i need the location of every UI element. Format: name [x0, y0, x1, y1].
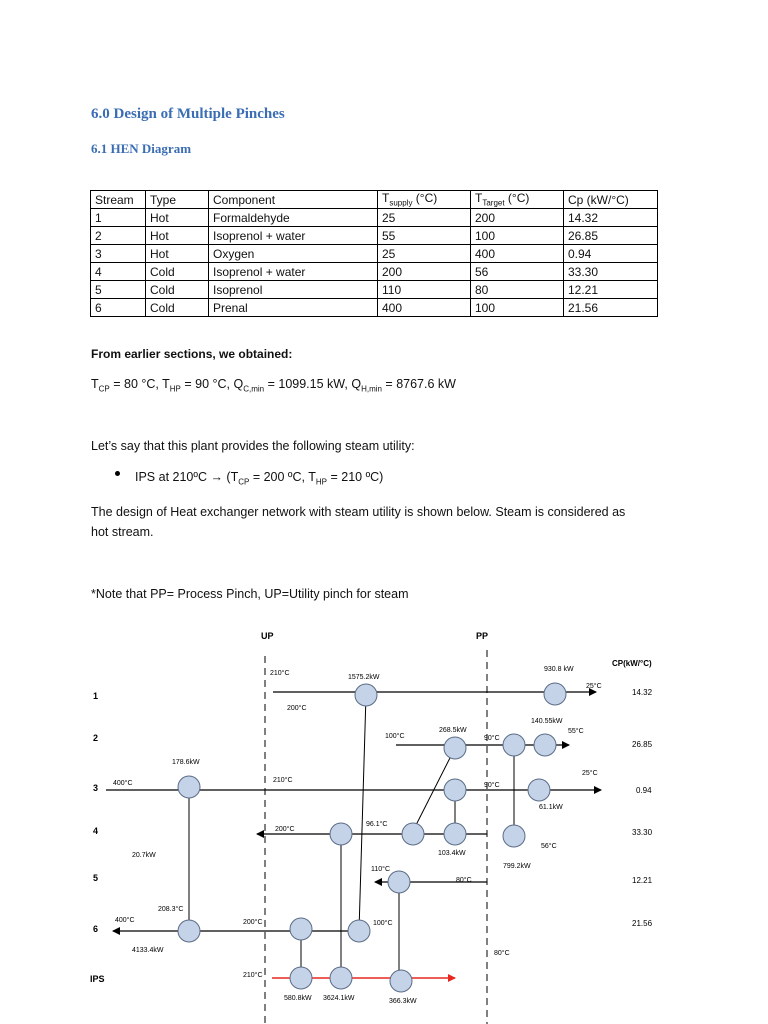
note-text: *Note that PP= Process Pinch, UP=Utility pinch for steam [91, 587, 409, 601]
temp-label: 400°C [115, 917, 135, 924]
cell: 14.32 [564, 209, 658, 227]
duty-label: 178.6kW [172, 759, 200, 766]
cp-value-4: 33.30 [632, 828, 653, 837]
exchanger-node [178, 920, 200, 942]
design-text-line-2: hot stream. [91, 525, 154, 539]
cell: 12.21 [564, 281, 658, 299]
cell: 1 [91, 209, 146, 227]
cell: Hot [146, 209, 209, 227]
temp-label: 100°C [373, 920, 393, 927]
exchanger-node [503, 825, 525, 847]
exchanger-node [503, 734, 525, 756]
hen-diagram [0, 620, 768, 1024]
cell: 26.85 [564, 227, 658, 245]
table-header-row [91, 191, 658, 209]
cell: Hot [146, 227, 209, 245]
cp-value-6: 21.56 [632, 919, 653, 928]
col-stream-header: Stream [91, 191, 146, 209]
temp-label: 200°C [243, 919, 263, 926]
steam-node [330, 967, 352, 989]
cp-value-5: 12.21 [632, 876, 653, 885]
stream-label-6: 6 [93, 924, 99, 934]
match-connector [359, 695, 366, 931]
exchanger-node [355, 684, 377, 706]
steam-node [390, 970, 412, 992]
temp-label: 25°C [586, 683, 602, 690]
cell: 25 [378, 209, 471, 227]
subsection-heading: 6.1 HEN Diagram [91, 141, 192, 156]
col-type-header: Type [146, 191, 209, 209]
exchanger-node [388, 871, 410, 893]
stream-label-2: 2 [93, 733, 99, 743]
table-row [91, 209, 658, 227]
stream-label-1: 1 [93, 691, 99, 701]
cell: 400 [378, 299, 471, 317]
cell: 55 [378, 227, 471, 245]
temp-label: 200°C [287, 705, 307, 712]
table-row [91, 227, 658, 245]
temp-label: 90°C [484, 782, 500, 789]
cell: Isoprenol + water [209, 263, 378, 281]
cell: 200 [378, 263, 471, 281]
cell: Oxygen [209, 245, 378, 263]
exchanger-node [348, 920, 370, 942]
temp-label: 25°C [582, 770, 598, 777]
cell: 4 [91, 263, 146, 281]
table-row [91, 299, 658, 317]
cell: 5 [91, 281, 146, 299]
cell: 200 [471, 209, 564, 227]
cell: 56 [471, 263, 564, 281]
cell: 6 [91, 299, 146, 317]
cp-value-3: 0.94 [636, 786, 652, 795]
design-text-line-1: The design of Heat exchanger network with steam utility is shown below. Steam is considered as [91, 505, 626, 519]
table-row [91, 263, 658, 281]
stream-label-4: 4 [93, 826, 99, 836]
exchanger-node [444, 779, 466, 801]
cell: 25 [378, 245, 471, 263]
temp-label: 110°C [371, 866, 391, 873]
cell: Prenal [209, 299, 378, 317]
temp-label: 210°C [270, 670, 290, 677]
pinch-values: $T_{CP} = 80$ °C, $T_{HP} = 90$ °C, $Q_{C,min} = 1099.15$ kW, $Q_{H,min} = 8767.6$ kW [91, 377, 456, 394]
section-heading: 6.0 Design of Multiple Pinches [91, 106, 285, 122]
stream-label-3: 3 [93, 783, 99, 793]
table-row [91, 281, 658, 299]
duty-label: 580.8kW [284, 995, 312, 1002]
temp-label: 200°C [275, 826, 295, 833]
cell: 3 [91, 245, 146, 263]
cell: Formaldehyde [209, 209, 378, 227]
stream-label-ips: IPS [90, 974, 105, 984]
duty-label: 140.55kW [531, 718, 563, 725]
cell: 0.94 [564, 245, 658, 263]
cell: Isoprenol + water [209, 227, 378, 245]
earlier-intro: From earlier sections, we obtained: [91, 347, 293, 361]
cell: 33.30 [564, 263, 658, 281]
duty-label: 4133.4kW [132, 947, 164, 954]
temp-label: 100°C [385, 733, 405, 740]
temp-label: 80°C [456, 877, 472, 884]
steam-node [290, 967, 312, 989]
cell: 2 [91, 227, 146, 245]
cell: 100 [471, 227, 564, 245]
bullet-dot [115, 471, 120, 476]
heater-node [290, 918, 312, 940]
cooler-node [528, 779, 550, 801]
utility-intro: Let’s say that this plant provides the following steam utility: [91, 439, 415, 453]
cp-header: CP(kW/°C) [612, 659, 652, 668]
duty-label: 268.5kW [439, 727, 467, 734]
col-ttarget-header: $T_{Target}$ (°C) [471, 191, 564, 209]
duty-label: 930.8 kW [544, 666, 574, 673]
duty-label: 3624.1kW [323, 995, 355, 1002]
duty-label: 20.7kW [132, 852, 156, 859]
stream-label-5: 5 [93, 873, 99, 883]
temp-label: 90°C [484, 735, 500, 742]
stream-table [90, 190, 658, 317]
cell: 21.56 [564, 299, 658, 317]
temp-label: 56°C [541, 843, 557, 850]
up-label: UP [261, 631, 274, 641]
duty-label: 366.3kW [389, 998, 417, 1005]
exchanger-node [402, 823, 424, 845]
cell: Isoprenol [209, 281, 378, 299]
cell: 100 [471, 299, 564, 317]
cell: 110 [378, 281, 471, 299]
cooler-node [544, 683, 566, 705]
temp-label: 96.1°C [366, 821, 388, 828]
cell: Cold [146, 263, 209, 281]
duty-label: 799.2kW [503, 863, 531, 870]
col-component-header: Component [209, 191, 378, 209]
exchanger-node [444, 737, 466, 759]
temp-label: 80°C [494, 950, 510, 957]
duty-label: 103.4kW [438, 850, 466, 857]
cell: 400 [471, 245, 564, 263]
cp-value-2: 26.85 [632, 740, 653, 749]
pp-label: PP [476, 631, 489, 641]
cooler-node [534, 734, 556, 756]
exchanger-node [330, 823, 352, 845]
duty-label: 1575.2kW [348, 674, 380, 681]
temp-label: 210°C [243, 972, 263, 979]
temp-label: 208.3°C [158, 906, 184, 913]
ips-bullet: IPS at 210ºC → ($T_{CP} = 200$ ºC, $T_{HP} = 210$ ºC) [135, 470, 384, 487]
table-row [91, 245, 658, 263]
cell: Cold [146, 299, 209, 317]
cell: 80 [471, 281, 564, 299]
col-tsupply-header: $T_{supply}$ (°C) [378, 191, 471, 209]
temp-label: 400°C [113, 780, 133, 787]
temp-label: 55°C [568, 728, 584, 735]
duty-label: 61.1kW [539, 804, 563, 811]
exchanger-node [444, 823, 466, 845]
temp-label: 210°C [273, 777, 293, 784]
cell: Hot [146, 245, 209, 263]
cp-value-1: 14.32 [632, 688, 653, 697]
exchanger-node [178, 776, 200, 798]
col-cp-header: Cp (kW/°C) [564, 191, 658, 209]
cell: Cold [146, 281, 209, 299]
